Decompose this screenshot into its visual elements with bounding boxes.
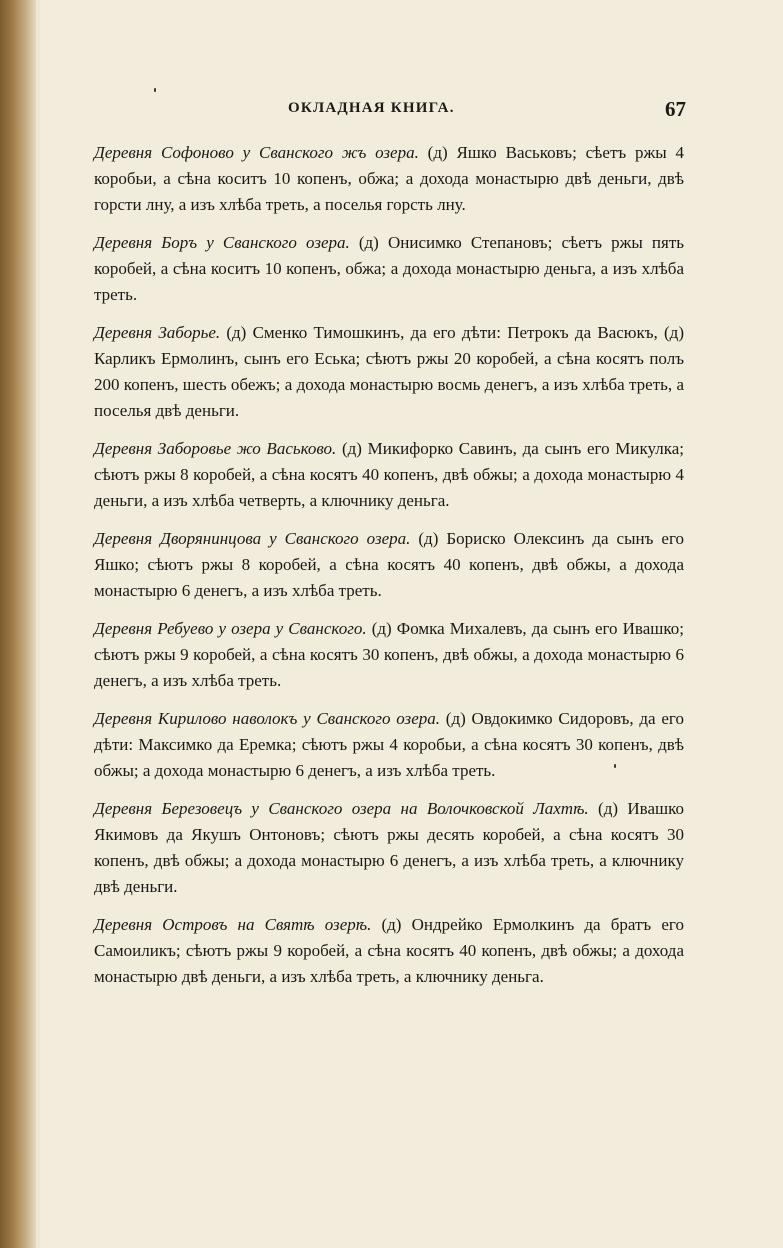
book-binding-edge xyxy=(0,0,36,1248)
village-name: Деревня Заборье. xyxy=(94,323,221,342)
entry-text: (д) Сменко Тимошкинъ, да его дѣти: Петрокъ да Васюкъ, (д) Карликъ Ермолинъ, сынъ его Еська; сѣютъ ржы 20 коробей, а сѣна косятъ полъ 200 копенъ, шесть обежъ; а дохода монастырю восмь денегъ, а изъ хлѣба треть, а поселья двѣ деньги. xyxy=(94,323,684,420)
entry-paragraph xyxy=(94,526,684,604)
entry-text: (д) Овдокимко Сидоровъ, да его дѣти: Максимко да Еремка; сѣютъ ржы 4 коробьи, а сѣна косятъ 30 копенъ, двѣ обжы; а дохода монастырю 6 денегъ, а изъ хлѣба треть. xyxy=(94,709,684,780)
entry-paragraph xyxy=(94,320,684,424)
page-header xyxy=(288,97,688,124)
entry-paragraph xyxy=(94,616,684,694)
village-name: Деревня Ребуево у озера у Сванского. xyxy=(94,619,367,638)
village-name: Деревня Боръ у Сванского озера. xyxy=(94,233,350,252)
entry-paragraph xyxy=(94,706,684,784)
entry-text: (д) Яшко Васьковъ; сѣетъ ржы 4 коробьи, а сѣна коситъ 10 копенъ, обжа; а дохода монастырю двѣ деньги, двѣ горсти лну, а изъ хлѣба треть, а поселья горсть лну. xyxy=(94,143,684,214)
entry-text: (д) Ивашко Якимовъ да Якушъ Онтоновъ; сѣютъ ржы десять коробей, а сѣна косятъ 30 копенъ, двѣ обжы; а дохода монастырю 6 денегъ, а изъ хлѣба треть, а ключнику двѣ деньги. xyxy=(94,799,685,896)
entry-text: (д) Онисимко Степановъ; сѣетъ ржы пять коробей, а сѣна коситъ 10 копенъ, обжа; а дохода монастырю деньга, а изъ хлѣба треть. xyxy=(94,233,684,304)
entry-paragraph xyxy=(94,140,684,218)
entry-text: (д) Ондрейко Ермолкинъ да братъ его Самоиликъ; сѣютъ ржы 9 коробей, а сѣна косятъ 40 копенъ, двѣ обжы; а дохода монастырю двѣ деньги, а изъ хлѣба треть, а ключнику деньга. xyxy=(94,915,684,986)
village-name: Деревня Софоново у Сванского жъ озера. xyxy=(94,143,419,162)
village-name: Деревня Кирилово наволокъ у Сванского озера. xyxy=(94,709,440,728)
village-name: Деревня Островъ на Святѣ озерѣ. xyxy=(94,915,372,934)
entry-text: (д) Микифорко Савинъ, да сынъ его Микулка; сѣютъ ржы 8 коробей, а сѣна косятъ 40 копенъ, двѣ обжы; а дохода монастырю 4 деньги, а изъ хлѣба четверть, а ключнику деньга. xyxy=(94,439,684,510)
entry-text: (д) Фомка Михалевъ, да сынъ его Ивашко; сѣютъ ржы 9 коробей, а сѣна косятъ 30 копенъ, двѣ обжы, а дохода монастырю 6 денегъ, а изъ хлѣба треть. xyxy=(94,619,684,690)
entry-paragraph xyxy=(94,436,684,514)
page-number: 67 xyxy=(665,97,686,121)
entry-paragraph xyxy=(94,912,684,990)
ink-speck xyxy=(154,88,156,92)
entry-paragraph xyxy=(94,796,684,900)
body-text xyxy=(94,140,684,1002)
village-name: Деревня Заборовье жо Васьково. xyxy=(94,439,337,458)
running-title: ОКЛАДНАЯ КНИГА. xyxy=(288,100,455,116)
entry-text: (д) Бориско Олексинъ да сынъ его Яшко; сѣютъ ржы 8 коробей, а сѣна косятъ 40 копенъ, двѣ обжы, а дохода монастырю 6 денегъ, а изъ хлѣба треть. xyxy=(94,529,684,600)
entry-paragraph xyxy=(94,230,684,308)
village-name: Деревня Дворянинцова у Сванского озера. xyxy=(94,529,411,548)
village-name: Деревня Березовецъ у Сванского озера на Волочковской Лахтѣ. xyxy=(94,799,589,818)
